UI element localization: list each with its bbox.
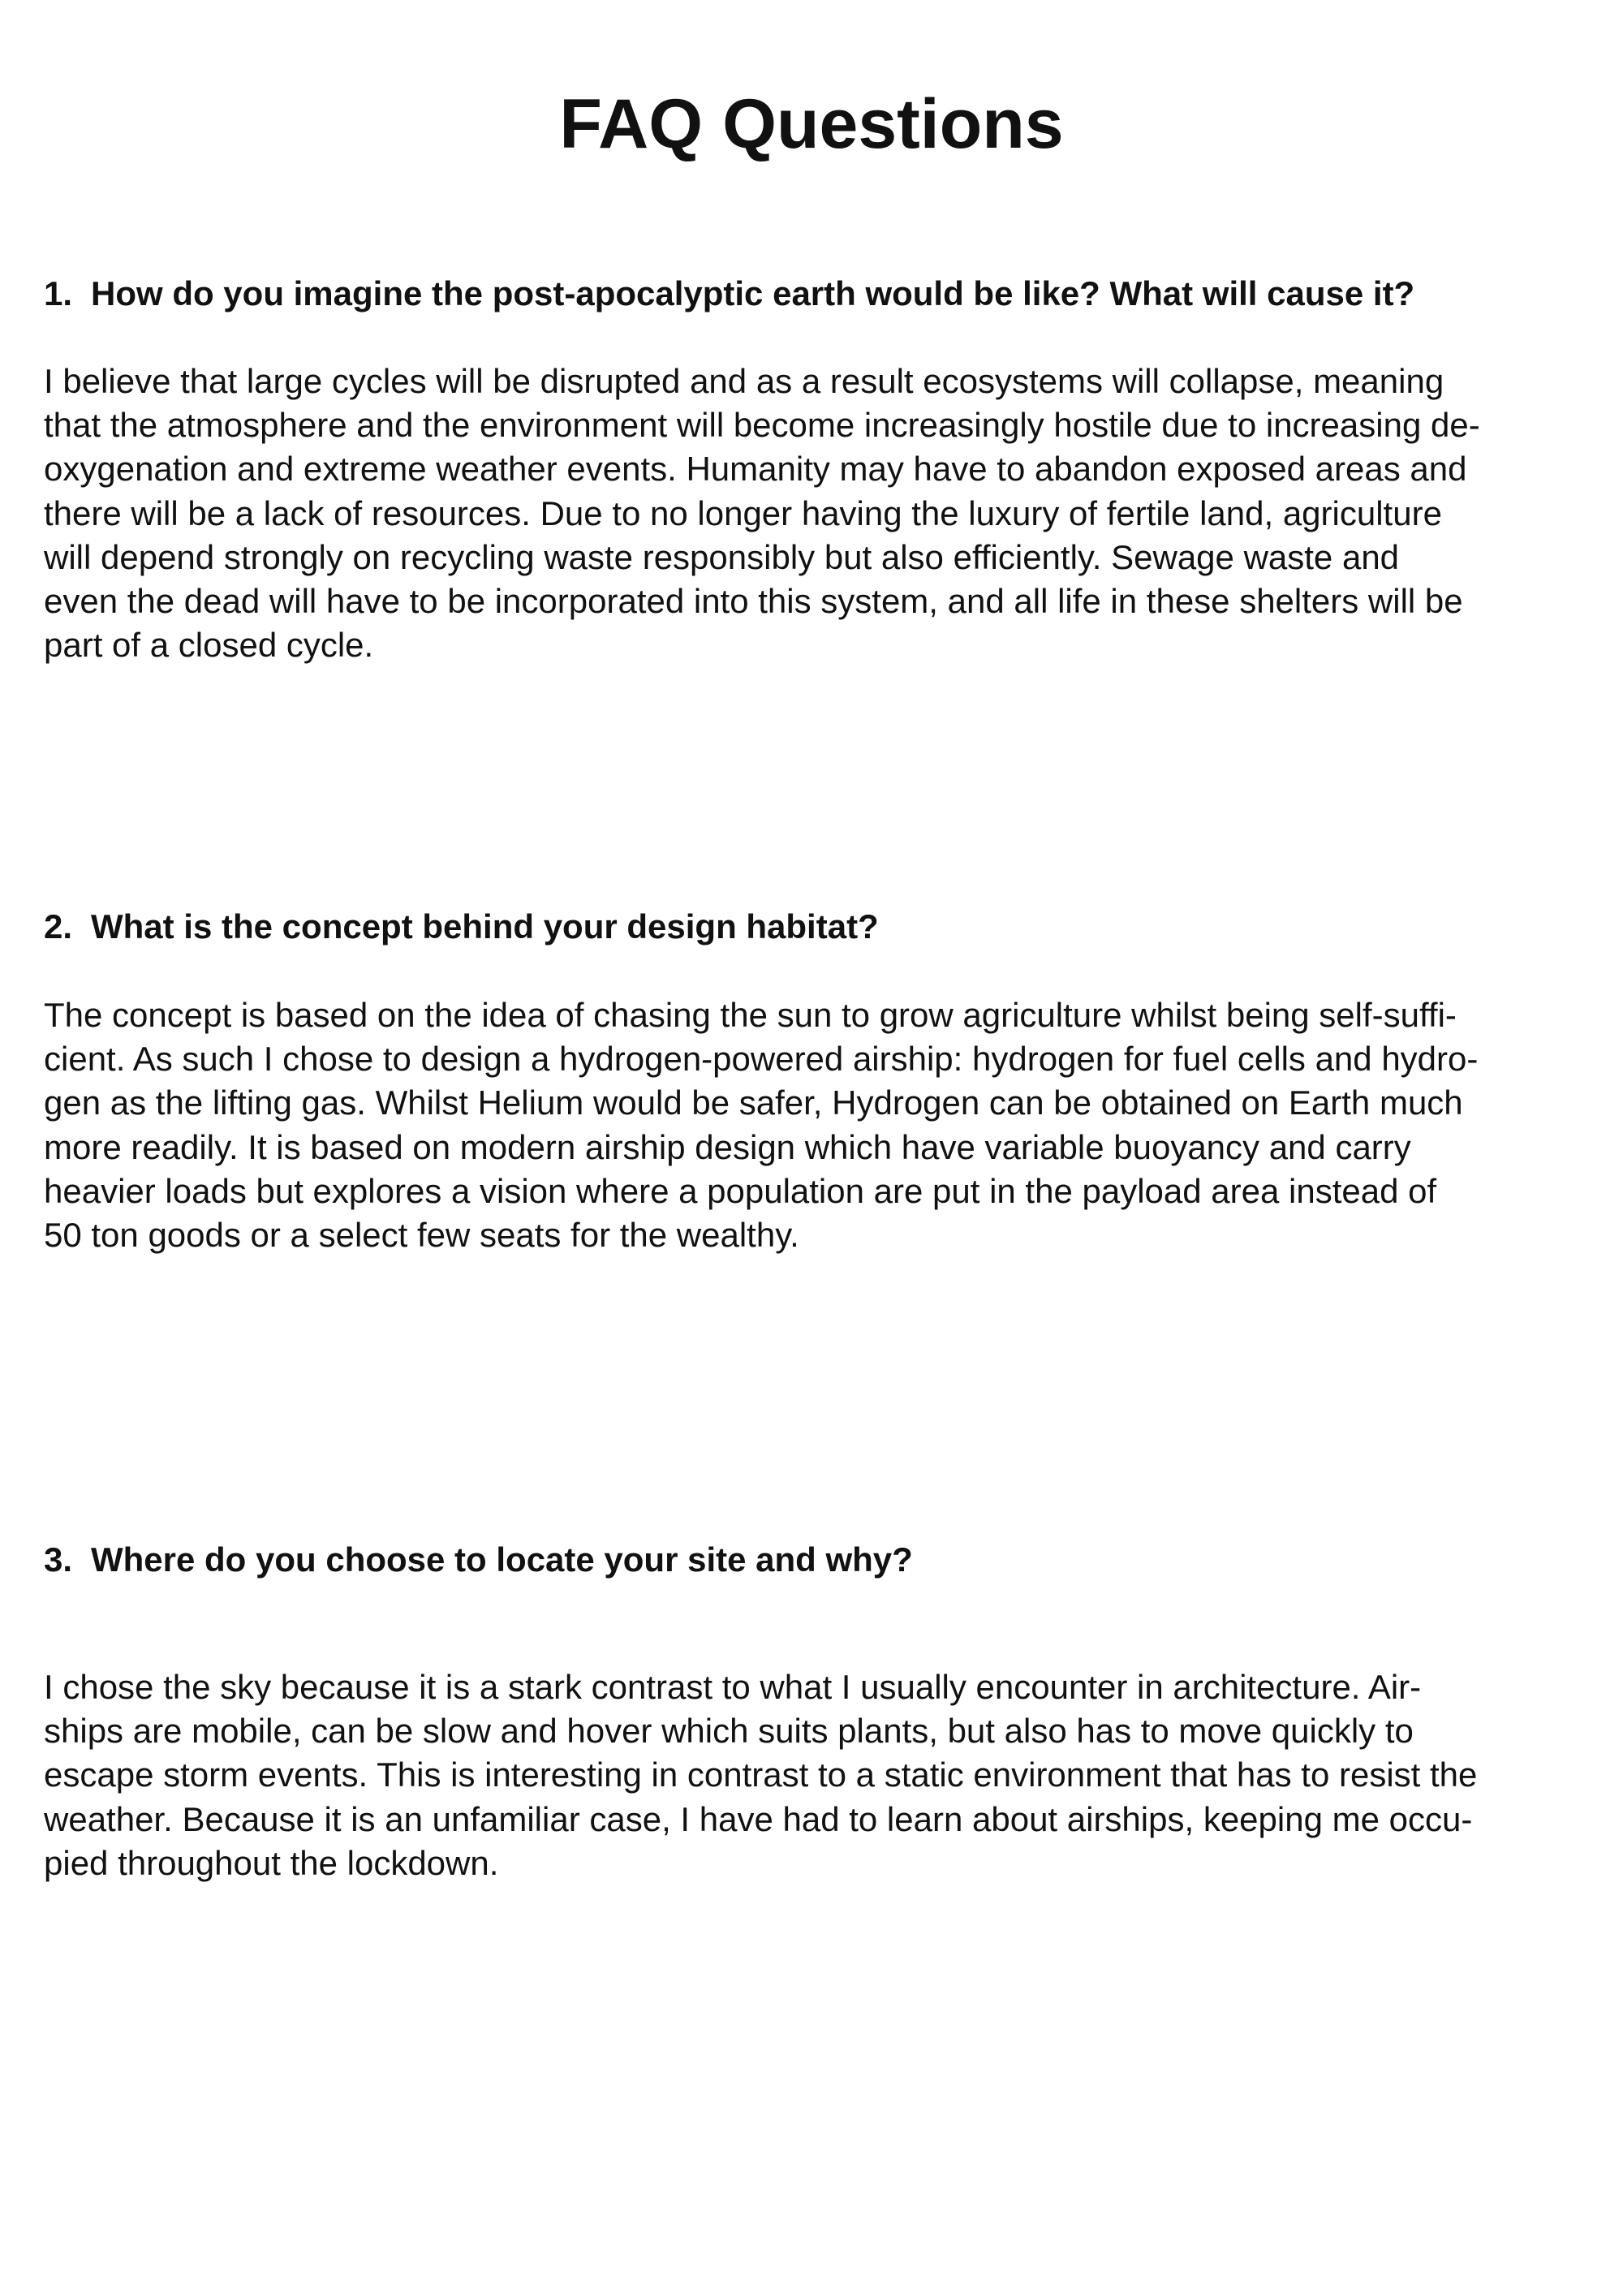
- answer-line: 50 ton goods or a select few seats for the wealthy.: [44, 1216, 799, 1255]
- faq-answer-2: [44, 993, 1586, 1257]
- faq-question-2: [44, 904, 1586, 950]
- answer-line: I believe that large cycles will be disrupted and as a result ecosystems will collapse, meaning: [44, 362, 1444, 400]
- answer-line: pied throughout the lockdown.: [44, 1843, 499, 1882]
- answer-line: more readily. It is based on modern airship design which have variable buoyancy and carry: [44, 1127, 1411, 1166]
- answer-line: gen as the lifting gas. Whilst Helium would be safer, Hydrogen can be obtained on Earth much: [44, 1083, 1463, 1122]
- faq-question-text: How do you imagine the post-apocalyptic earth would be like? What will cause it?: [91, 274, 1415, 312]
- faq-number: 1.: [44, 274, 73, 312]
- faq-question-text: Where do you choose to locate your site and why?: [91, 1540, 913, 1579]
- faq-answer-1: [44, 360, 1586, 667]
- faq-question-text: What is the concept behind your design habitat?: [91, 907, 879, 946]
- answer-line: weather. Because it is an unfamiliar case, I have had to learn about airships, keeping me occu-: [44, 1799, 1473, 1838]
- answer-line: cient. As such I chose to design a hydrogen-powered airship: hydrogen for fuel cells and hydro-: [44, 1040, 1479, 1079]
- faq-number: 3.: [44, 1540, 73, 1579]
- answer-line: escape storm events. This is interesting in contrast to a static environment that has to resist the: [44, 1755, 1478, 1794]
- faq-answer-3: [44, 1665, 1586, 1885]
- page-title: FAQ Questions: [559, 85, 1064, 163]
- faq-question-1: [44, 271, 1586, 317]
- answer-line: oxygenation and extreme weather events. Humanity may have to abandon exposed areas and: [44, 450, 1467, 489]
- answer-line: ships are mobile, can be slow and hover which suits plants, but also has to move quickly to: [44, 1712, 1414, 1751]
- answer-line: will depend strongly on recycling waste responsibly but also efficiently. Sewage waste and: [44, 537, 1400, 576]
- answer-line: even the dead will have to be incorporated into this system, and all life in these shelters will be: [44, 582, 1463, 621]
- answer-line: heavier loads but explores a vision where a population are put in the payload area instead of: [44, 1171, 1437, 1210]
- faq-question-3: [44, 1537, 1586, 1583]
- faq-number: 2.: [44, 907, 73, 946]
- answer-line: there will be a lack of resources. Due to no longer having the luxury of fertile land, agriculture: [44, 493, 1442, 532]
- answer-line: The concept is based on the idea of chasing the sun to grow agriculture whilst being self-suffi-: [44, 996, 1457, 1034]
- answer-line: that the atmosphere and the environment will become increasingly hostile due to increasing de-: [44, 406, 1480, 445]
- answer-line: part of a closed cycle.: [44, 626, 374, 665]
- answer-line: I chose the sky because it is a stark contrast to what I usually encounter in architecture. Air-: [44, 1668, 1422, 1706]
